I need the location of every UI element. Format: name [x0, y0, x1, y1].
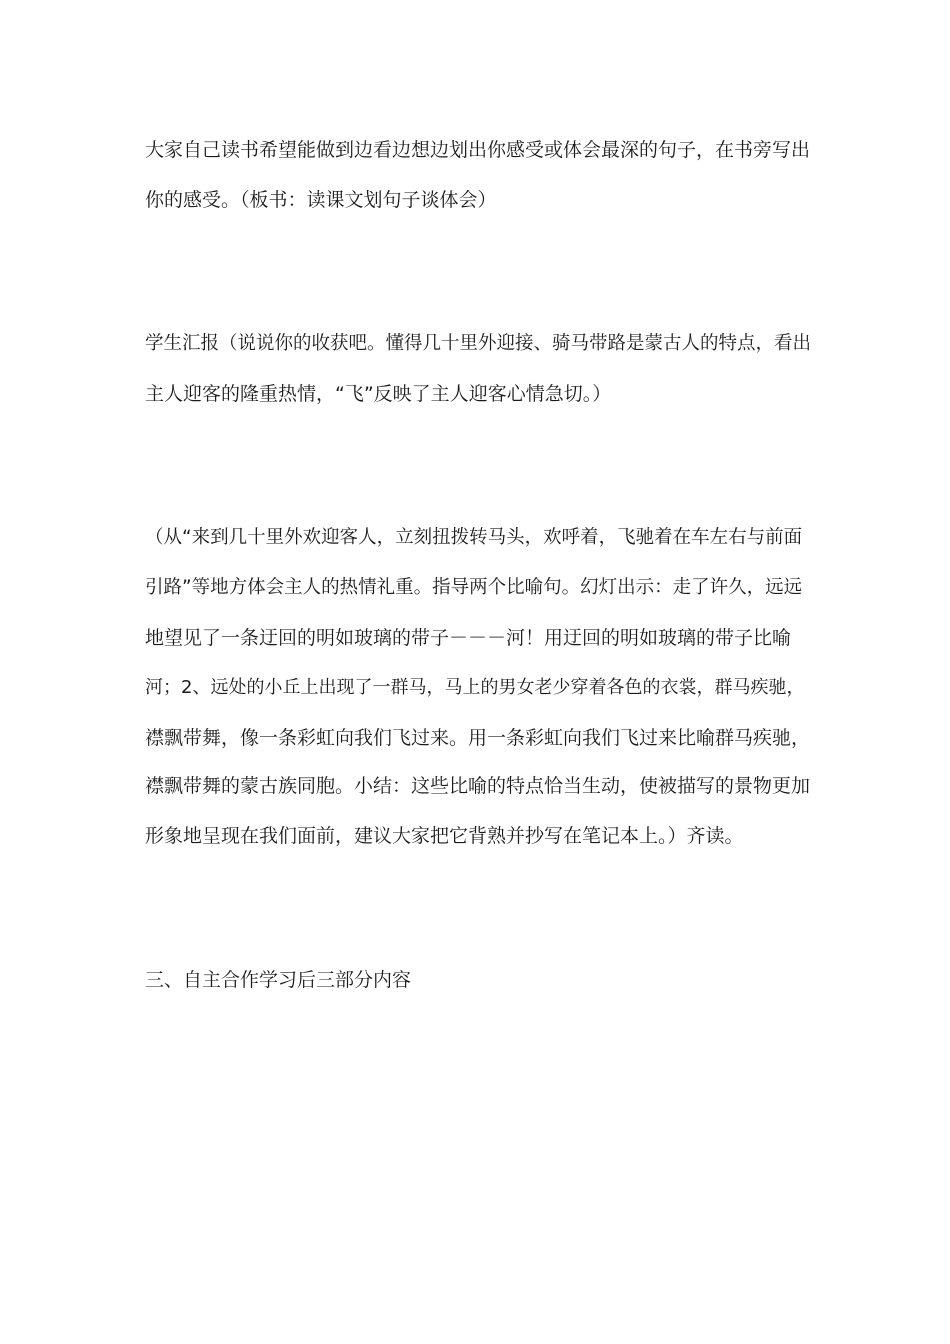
paragraph-3-line-2: 引路”等地方体会主人的热情礼重。指导两个比喻句。幻灯出示：走了许久，远远: [145, 577, 803, 598]
paragraph-2-line-2: 主人迎客的隆重热情，“飞”反映了主人迎客心情急切。）: [145, 383, 612, 405]
paragraph-1-line-2: 你的感受。（板书：读课文划句子谈体会）: [145, 189, 497, 211]
paragraph-3-line-6: 襟飘带舞的蒙古族同胞。小结：这些比喻的特点恰当生动，使被描写的景物更加: [145, 775, 811, 797]
paragraph-1-line-1: 大家自己读书希望能做到边看边想边划出你感受或体会最深的句子，在书旁写出: [145, 139, 811, 161]
paragraph-3-line-3: 地望见了一条迂回的明如玻璃的带子－－－河！用迂回的明如玻璃的带子比喻: [145, 627, 792, 649]
paragraph-3-line-7: 形象地呈现在我们面前，建议大家把它背熟并抄写在笔记本上。）齐读。: [145, 825, 744, 847]
paragraph-3-line-4: 河；2、远处的小丘上出现了一群马，马上的男女老少穿着各色的衣裳，群马疾驰，: [145, 677, 805, 698]
paragraph-3-line-5: 襟飘带舞，像一条彩虹向我们飞过来。用一条彩虹向我们飞过来比喻群马疾驰，: [145, 727, 811, 749]
section-heading: 三、自主合作学习后三部分内容: [145, 969, 412, 991]
paragraph-2-line-1: 学生汇报（说说你的收获吧。懂得几十里外迎接、骑马带路是蒙古人的特点，看出: [145, 333, 812, 354]
paragraph-3-line-1: （从“来到几十里外欢迎客人，立刻扭拨转马头，欢呼着，飞驰着在车左右与前面: [145, 527, 803, 548]
